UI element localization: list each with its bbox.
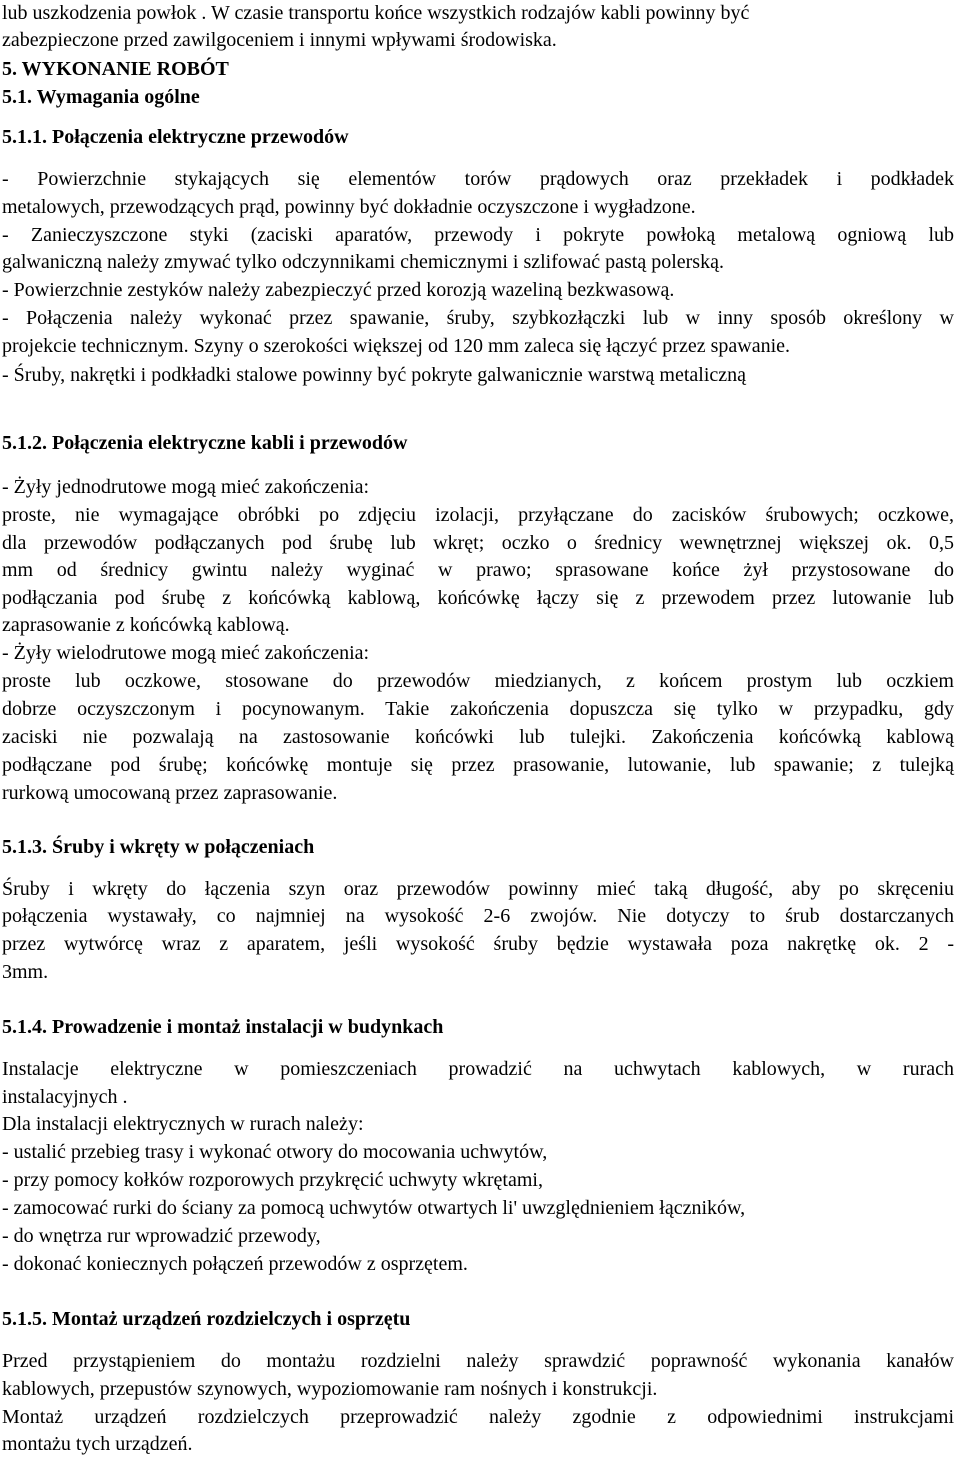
subsection-heading: 5.1.2. Połączenia elektryczne kabli i przewodów — [2, 432, 408, 454]
text-line: Dla instalacji elektrycznych w rurach należy: — [2, 1113, 364, 1135]
text-line: rurkową umocowaną przez zaprasowanie. — [2, 782, 338, 804]
text-line: Montaż urządzeń rozdzielczych przeprowadzić należy zgodnie z odpowiednimi instrukcjami — [2, 1406, 954, 1428]
list-item: - zamocować rurki do ściany za pomocą uchwytów otwartych li' uwzględnieniem łączników, — [2, 1197, 746, 1219]
text-line: instalacyjnych . — [2, 1086, 128, 1108]
text-line: - Żyły wielodrutowe mogą mieć zakończenia: — [2, 642, 370, 664]
list-item: - do wnętrza rur wprowadzić przewody, — [2, 1225, 321, 1247]
text-line: - Żyły jednodrutowe mogą mieć zakończenia: — [2, 476, 370, 498]
text-line: zabezpieczone przed zawilgoceniem i innymi wpływami środowiska. — [2, 29, 557, 51]
text-line: kablowych, przepustów szynowych, wypoziomowanie ram nośnych i konstrukcji. — [2, 1378, 658, 1400]
text-line: projekcie technicznym. Szyny o szerokości większej od 120 mm zaleca się łączyć przez spawanie. — [2, 335, 791, 357]
subsection-heading: 5.1.1. Połączenia elektryczne przewodów — [2, 126, 349, 148]
section-heading: 5. WYKONANIE ROBÓT — [2, 58, 229, 80]
subsection-heading: 5.1.5. Montaż urządzeń rozdzielczych i osprzętu — [2, 1308, 411, 1330]
text-line: - Powierzchnie stykających się elementów torów prądowych oraz przekładek i podkładek — [2, 168, 954, 190]
text-line: zaciski nie pozwalają na zastosowanie końcówki lub tulejki. Zakończenia końcówką kablową — [2, 726, 954, 748]
text-line: - Połączenia należy wykonać przez spawanie, śruby, szybkozłączki lub w inny sposób określony w — [2, 307, 954, 329]
text-line: - Powierzchnie zestyków należy zabezpieczyć przed korozją wazeliną bezkwasową. — [2, 279, 675, 301]
text-line: podłączania pod śrubę z końcówką kablową, końcówkę łączy się z przewodem przez lutowanie lub — [2, 587, 954, 609]
list-item: - dokonać koniecznych połączeń przewodów z osprzętem. — [2, 1253, 468, 1275]
text-line: dla przewodów podłączanych pod śrubę lub wkręt; oczko o średnicy wewnętrznej większej ok. 0,5 — [2, 532, 954, 554]
text-line: połączenia wystawały, co najmniej na wysokość 2-6 zwojów. Nie dotyczy to śrub dostarczanych — [2, 905, 954, 927]
text-line: proste lub oczkowe, stosowane do przewodów miedzianych, z końcem prostym lub oczkiem — [2, 670, 954, 692]
text-line: montażu tych urządzeń. — [2, 1433, 193, 1455]
text-line: 3mm. — [2, 961, 49, 983]
text-line: Przed przystąpieniem do montażu rozdzielni należy sprawdzić poprawność wykonania kanałów — [2, 1350, 954, 1372]
text-line: galwaniczną należy zmywać tylko odczynnikami chemicznymi i szlifować pastą polerską. — [2, 251, 724, 273]
text-line: zaprasowanie z końcówką kablową. — [2, 614, 290, 636]
text-line: mm od średnicy gwintu należy wyginać w prawo; sprasowane końce żył przystosowane do — [2, 559, 954, 581]
subsection-heading: 5.1.4. Prowadzenie i montaż instalacji w budynkach — [2, 1016, 444, 1038]
list-item: - przy pomocy kołków rozporowych przykręcić uchwyty wkrętami, — [2, 1169, 543, 1191]
text-line: - Śruby, nakrętki i podkładki stalowe powinny być pokryte galwanicznie warstwą metaliczną — [2, 364, 747, 386]
list-item: - ustalić przebieg trasy i wykonać otwory do mocowania uchwytów, — [2, 1141, 548, 1163]
text-line: podłączane pod śrubę; końcówkę montuje się przez prasowanie, lutowanie, lub spawanie; z tulejką — [2, 754, 954, 776]
text-line: proste, nie wymagające obróbki po zdjęciu izolacji, przyłączane do zacisków śrubowych; oczkowe, — [2, 504, 954, 526]
text-line: metalowych, przewodzących prąd, powinny być dokładnie oczyszczone i wygładzone. — [2, 196, 696, 218]
text-line: lub uszkodzenia powłok . W czasie transportu końce wszystkich rodzajów kabli powinny być — [2, 2, 750, 24]
subsection-heading: 5.1. Wymagania ogólne — [2, 86, 200, 108]
text-line: przez wytwórcę wraz z aparatem, jeśli wysokość śruby będzie wystawała poza nakrętkę ok. 2 - — [2, 933, 954, 955]
subsection-heading: 5.1.3. Śruby i wkręty w połączeniach — [2, 836, 315, 858]
text-line: dobrze oczyszczonym i pocynowanym. Takie zakończenia dopuszcza się tylko w przypadku, gdy — [2, 698, 954, 720]
text-line: Śruby i wkręty do łączenia szyn oraz przewodów powinny mieć taką długość, aby po skręceniu — [2, 878, 954, 900]
text-line: Instalacje elektryczne w pomieszczeniach prowadzić na uchwytach kablowych, w rurach — [2, 1058, 954, 1080]
text-line: - Zanieczyszczone styki (zaciski aparatów, przewody i pokryte powłoką metalową ogniową lub — [2, 224, 954, 246]
